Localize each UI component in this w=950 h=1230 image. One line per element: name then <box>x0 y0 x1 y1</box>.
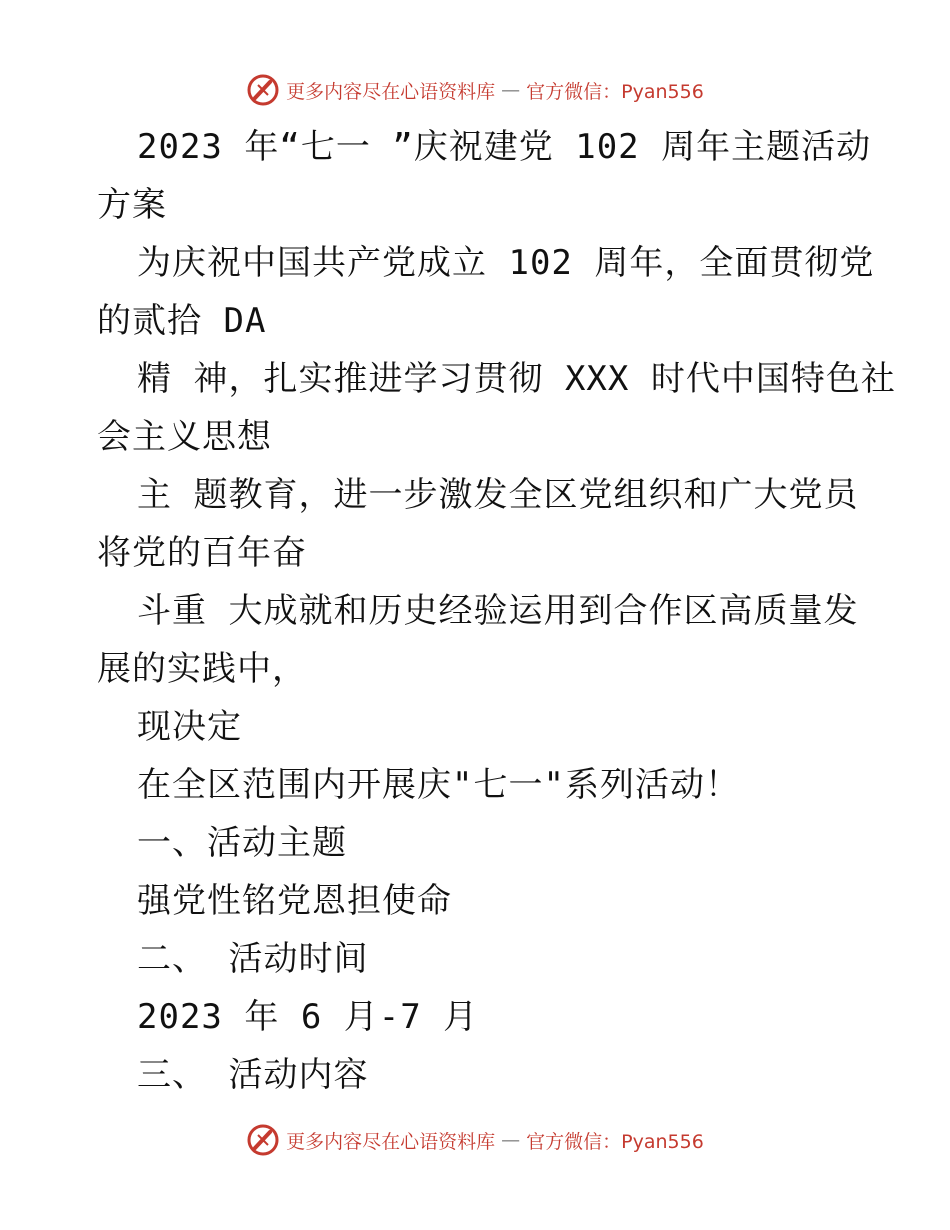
paragraph-line: 主 题教育，进一步激发全区党组织和广大党员 <box>137 475 859 515</box>
section-heading: 二、 活动时间 <box>137 939 369 979</box>
section-heading: 一、活动主题 <box>137 823 347 863</box>
paragraph-line: 现决定 <box>137 707 242 747</box>
paragraph-line: 将党的百年奋 <box>97 533 307 573</box>
paragraph-line: 展的实践中， <box>97 649 307 689</box>
banner-text: 更多内容尽在心语资料库 <box>286 80 496 103</box>
header-banner <box>0 70 950 110</box>
logo-icon <box>246 1123 280 1157</box>
paragraph-line: 斗重 大成就和历史经验运用到合作区高质量发 <box>137 591 859 631</box>
logo-icon <box>246 73 280 107</box>
section-heading: 三、 活动内容 <box>137 1055 369 1095</box>
paragraph-line: 的贰拾 DA <box>97 301 267 341</box>
doc-title-line-2: 方案 <box>97 185 167 225</box>
doc-title-line-1: 2023 年“七一 ”庆祝建党 102 周年主题活动 <box>137 127 872 167</box>
section-text: 2023 年 6 月-7 月 <box>137 997 479 1037</box>
paragraph-line: 为庆祝中国共产党成立 102 周年，全面贯彻党 <box>137 243 875 283</box>
document-body <box>97 118 896 1104</box>
section-text: 强党性铭党恩担使命 <box>137 881 452 921</box>
banner-text: 更多内容尽在心语资料库 <box>286 1130 496 1153</box>
paragraph-line: 会主义思想 <box>97 417 272 457</box>
paragraph-line: 精 神，扎实推进学习贯彻 XXX 时代中国特色社 <box>137 359 896 399</box>
paragraph-line: 在全区范围内开展庆"七一"系列活动！ <box>137 765 740 805</box>
banner-wechat: 官方微信：Pyan556 <box>526 80 704 103</box>
banner-wechat: 官方微信：Pyan556 <box>526 1130 704 1153</box>
banner-separator: — <box>501 79 521 101</box>
footer-banner <box>0 1120 950 1160</box>
banner-separator: — <box>501 1129 521 1151</box>
